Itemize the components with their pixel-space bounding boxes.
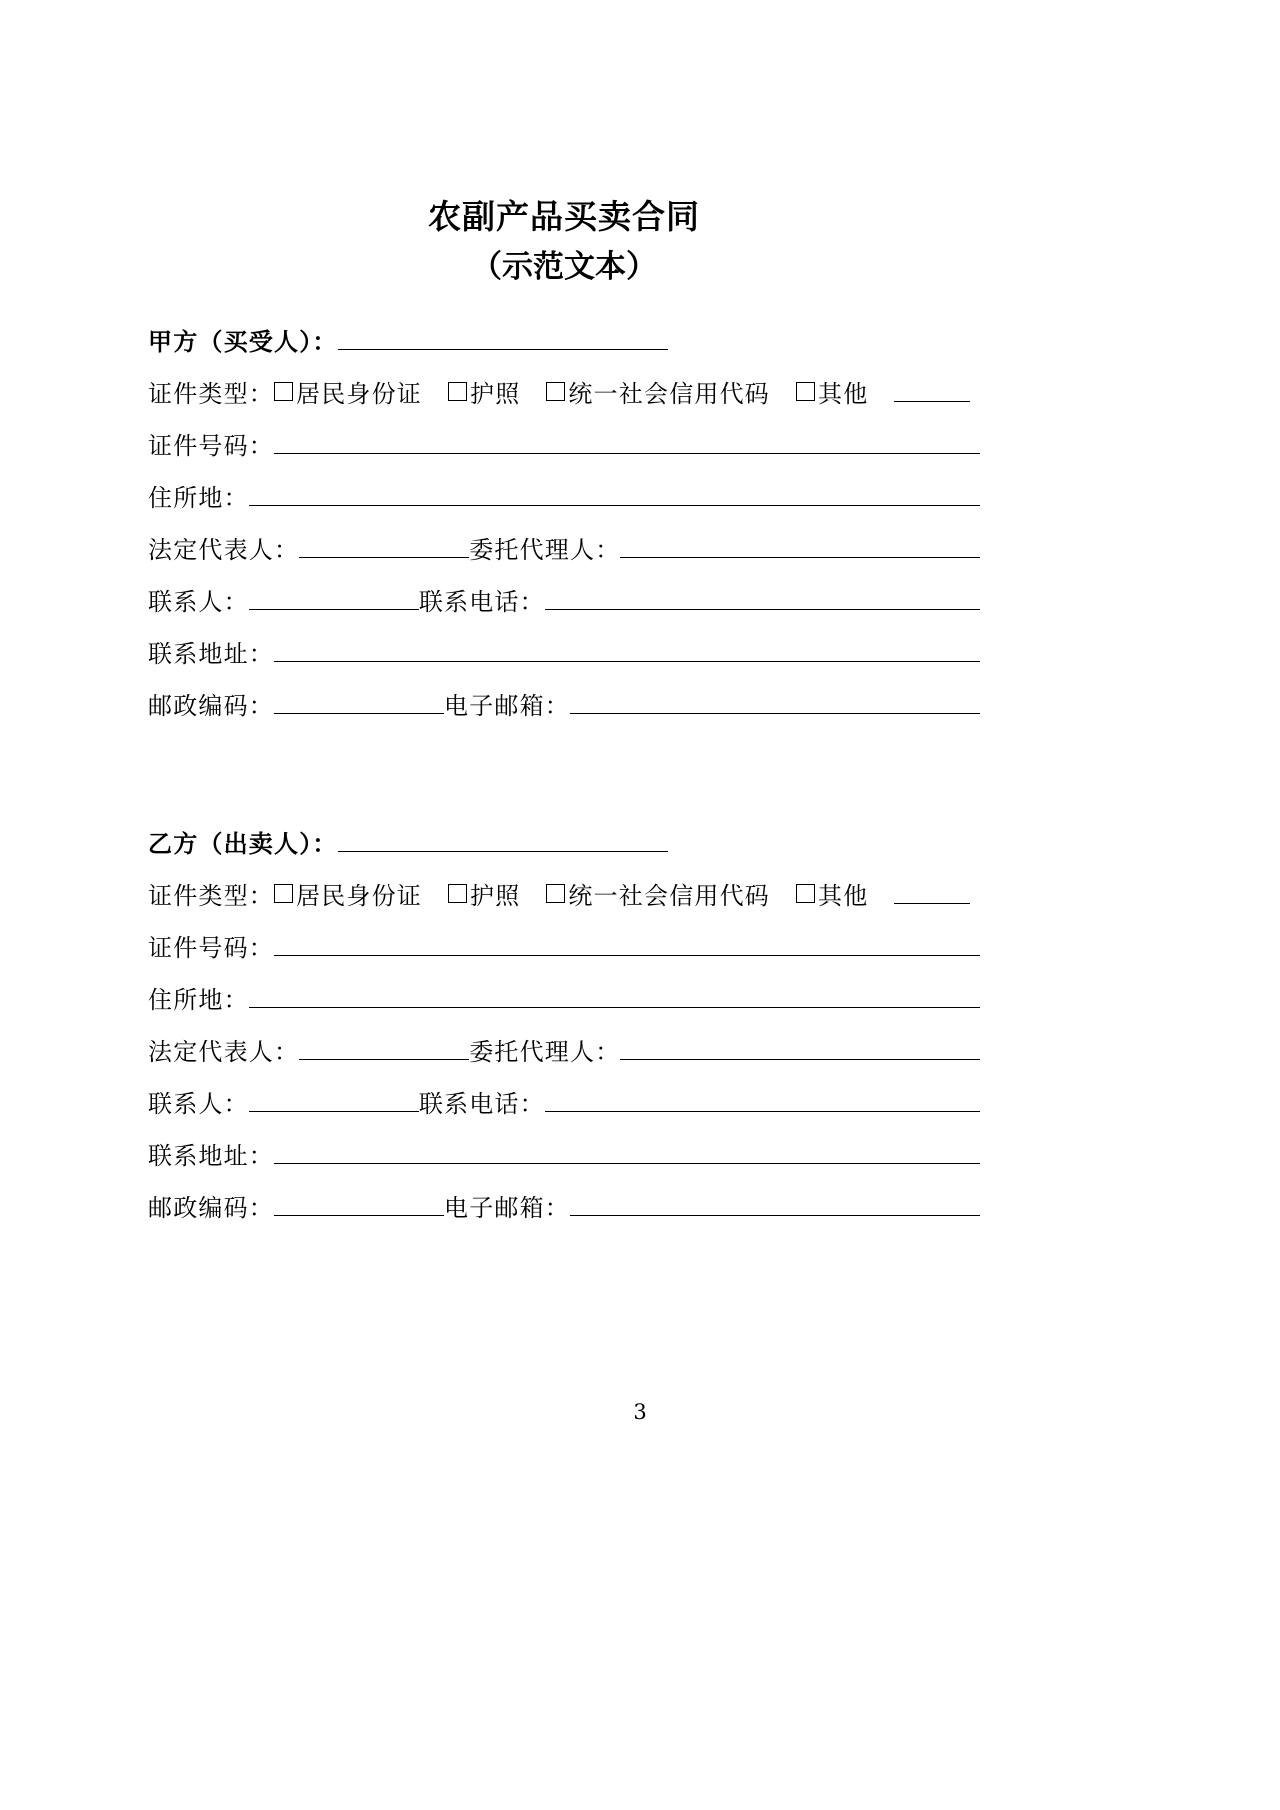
party-b-postal-code-row xyxy=(148,1182,980,1234)
checkbox-icon[interactable] xyxy=(448,884,467,903)
party-a-legal-rep-label: 法定代表人： xyxy=(148,535,300,564)
party-b-legal-rep-row xyxy=(148,1026,980,1078)
checkbox-icon[interactable] xyxy=(274,884,293,903)
party-a-id-type-option-1[interactable] xyxy=(448,368,520,420)
party-b-contact-address-row xyxy=(148,1130,980,1182)
party-a-email-field[interactable] xyxy=(570,687,980,714)
party-b-id-type-option-1[interactable] xyxy=(448,870,520,922)
party-a-postal-code-field[interactable] xyxy=(274,687,444,714)
party-b-id-type-label: 证件类型： xyxy=(148,881,274,910)
party-b-contact-person-label: 联系人： xyxy=(148,1089,249,1118)
checkbox-icon[interactable] xyxy=(274,382,293,401)
page-number: 3 xyxy=(633,1400,647,1424)
party-a-id-number-label: 证件号码： xyxy=(148,431,274,460)
party-a-address-label: 住所地： xyxy=(148,483,249,512)
party-a-id-type-option-0-label: 居民身份证 xyxy=(296,379,422,408)
party-b-address-row xyxy=(148,974,980,1026)
party-b-id-type-option-3-label: 其他 xyxy=(818,881,869,910)
party-a-id-type-row xyxy=(148,368,980,420)
party-a-address-row xyxy=(148,472,980,524)
checkbox-icon[interactable] xyxy=(796,382,815,401)
party-a-name-field[interactable] xyxy=(338,323,668,350)
document-subtitle: （示范文本） xyxy=(471,249,657,286)
party-b-address-field[interactable] xyxy=(249,981,980,1008)
party-a-id-type-option-1-label: 护照 xyxy=(470,379,521,408)
party-b-heading-row xyxy=(148,818,980,870)
party-b-id-number-label: 证件号码： xyxy=(148,933,274,962)
party-a-agent-field[interactable] xyxy=(620,531,980,558)
party-b-postal-code-field[interactable] xyxy=(274,1189,444,1216)
party-b-id-type-option-1-label: 护照 xyxy=(470,881,521,910)
party-a-id-type-option-2-label: 统一社会信用代码 xyxy=(568,379,771,408)
party-a-postal-code-label: 邮政编码： xyxy=(148,691,274,720)
party-b-email-label: 电子邮箱： xyxy=(444,1193,570,1222)
party-b-contact-phone-field[interactable] xyxy=(545,1085,980,1112)
checkbox-icon[interactable] xyxy=(448,382,467,401)
party-a-contact-phone-field[interactable] xyxy=(545,583,980,610)
party-b-legal-rep-field[interactable] xyxy=(299,1033,469,1060)
party-a-id-type-option-0[interactable] xyxy=(274,368,422,420)
party-b-contact-person-field[interactable] xyxy=(249,1085,419,1112)
party-a-id-type-other-field[interactable] xyxy=(894,375,970,402)
party-a-contact-address-field[interactable] xyxy=(274,635,980,662)
party-a-contact-person-label: 联系人： xyxy=(148,587,249,616)
party-a-id-type-option-3-label: 其他 xyxy=(818,379,869,408)
party-a-id-type-option-2[interactable] xyxy=(546,368,770,420)
party-b-block xyxy=(148,818,980,1234)
party-a-agent-label: 委托代理人： xyxy=(469,535,621,564)
party-a-block xyxy=(148,316,980,732)
checkbox-icon[interactable] xyxy=(546,884,565,903)
party-a-legal-rep-field[interactable] xyxy=(299,531,469,558)
party-a-heading-row xyxy=(148,316,980,368)
party-b-address-label: 住所地： xyxy=(148,985,249,1014)
party-b-legal-rep-label: 法定代表人： xyxy=(148,1037,300,1066)
party-b-contact-address-field[interactable] xyxy=(274,1137,980,1164)
party-a-contact-phone-label: 联系电话： xyxy=(418,587,545,616)
party-b-id-type-option-2[interactable] xyxy=(546,870,770,922)
party-b-id-type-other-field[interactable] xyxy=(894,877,970,904)
party-a-postal-code-row xyxy=(148,680,980,732)
party-b-postal-code-label: 邮政编码： xyxy=(148,1193,274,1222)
party-b-id-type-row xyxy=(148,870,980,922)
party-a-email-label: 电子邮箱： xyxy=(444,691,570,720)
party-b-contact-person-row xyxy=(148,1078,980,1130)
party-a-id-number-row xyxy=(148,420,980,472)
party-b-heading-label: 乙方（出卖人）： xyxy=(148,828,338,858)
party-b-contact-address-label: 联系地址： xyxy=(148,1141,274,1170)
party-b-id-number-row xyxy=(148,922,980,974)
party-b-id-number-field[interactable] xyxy=(274,929,980,956)
party-b-id-type-option-0-label: 居民身份证 xyxy=(296,881,422,910)
party-a-legal-rep-row xyxy=(148,524,980,576)
party-a-id-number-field[interactable] xyxy=(274,427,980,454)
party-a-contact-person-row xyxy=(148,576,980,628)
checkbox-icon[interactable] xyxy=(796,884,815,903)
party-a-contact-person-field[interactable] xyxy=(249,583,419,610)
section-gap xyxy=(148,732,980,790)
party-a-id-type-option-3[interactable] xyxy=(796,368,868,420)
party-a-contact-address-label: 联系地址： xyxy=(148,639,274,668)
party-b-id-type-option-3[interactable] xyxy=(796,870,868,922)
party-b-id-type-option-2-label: 统一社会信用代码 xyxy=(568,881,771,910)
party-b-agent-field[interactable] xyxy=(620,1033,980,1060)
party-b-email-field[interactable] xyxy=(570,1189,980,1216)
document-content xyxy=(148,0,980,1234)
party-b-agent-label: 委托代理人： xyxy=(469,1037,621,1066)
checkbox-icon[interactable] xyxy=(546,382,565,401)
title-block xyxy=(148,0,980,288)
party-b-id-type-option-0[interactable] xyxy=(274,870,422,922)
party-a-contact-address-row xyxy=(148,628,980,680)
document-title: 农副产品买卖合同 xyxy=(428,197,700,236)
party-b-contact-phone-label: 联系电话： xyxy=(418,1089,545,1118)
party-a-heading-label: 甲方（买受人）： xyxy=(148,326,338,356)
party-a-address-field[interactable] xyxy=(249,479,980,506)
party-b-name-field[interactable] xyxy=(338,825,668,852)
party-a-id-type-label: 证件类型： xyxy=(148,379,274,408)
